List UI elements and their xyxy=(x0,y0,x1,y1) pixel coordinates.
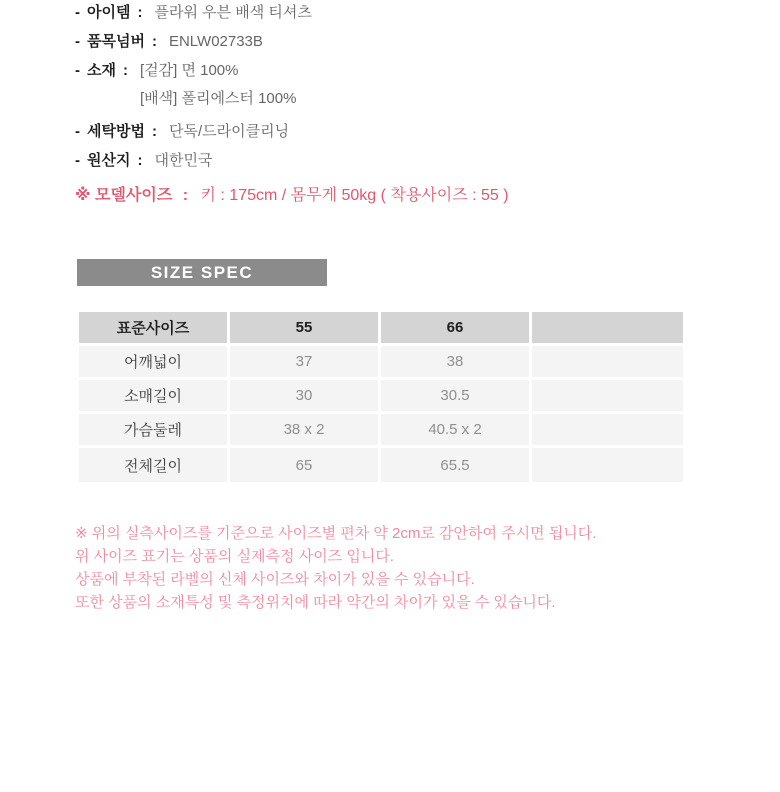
size-table-cell xyxy=(532,448,683,482)
colon-separator: : xyxy=(151,33,157,50)
size-table-header-cell xyxy=(532,312,683,346)
size-table-header-cell: 66 xyxy=(381,312,532,346)
size-table-cell: 30 xyxy=(230,380,381,414)
bullet-dash: - xyxy=(75,152,80,169)
size-table-cell xyxy=(532,414,683,448)
product-info-label: 품목넘버 xyxy=(87,33,145,50)
size-table-cell: 65 xyxy=(230,448,381,482)
size-table-cell xyxy=(532,346,683,380)
product-info-row-item xyxy=(75,3,780,23)
bullet-dash: - xyxy=(75,33,80,50)
size-note-line: 또한 상품의 소재특성 및 측정위치에 따라 약간의 차이가 있을 수 있습니다. xyxy=(75,594,556,611)
product-info-label: 원산지 xyxy=(87,152,131,169)
product-info-section xyxy=(75,3,780,171)
size-table-row-label: 가슴둘레 xyxy=(79,414,230,448)
size-table-cell: 65.5 xyxy=(381,448,532,482)
material-accent-line: [배색] 폴리에스터 100% xyxy=(139,90,297,107)
size-note-line: 상품에 부착된 라벨의 신체 사이즈와 차이가 있을 수 있습니다. xyxy=(75,571,475,588)
size-note-line: 위 사이즈 표기는 상품의 실제측정 사이즈 입니다. xyxy=(75,548,394,565)
product-info-label: 아이템 xyxy=(87,4,131,21)
colon-separator: : xyxy=(151,123,157,140)
model-size-value: 키 : 175cm / 몸무게 50kg ( 착용사이즈 : 55 ) xyxy=(200,187,509,204)
size-table-cell xyxy=(532,380,683,414)
material-outer-line: [겉감] 면 100% xyxy=(139,62,239,79)
product-info-label: 소재 xyxy=(87,62,116,79)
colon-separator: : xyxy=(182,187,189,204)
size-spec-title-bar: SIZE SPEC xyxy=(77,259,327,286)
colon-separator: : xyxy=(122,62,128,79)
size-table-row-label: 전체길이 xyxy=(79,448,230,482)
bullet-dash: - xyxy=(75,4,80,21)
size-table-cell: 38 x 2 xyxy=(230,414,381,448)
product-info-value: ENLW02733B xyxy=(168,33,263,50)
product-info-value-group xyxy=(140,61,296,109)
size-table-cell: 30.5 xyxy=(381,380,532,414)
product-info-value: 단독/드라이클리닝 xyxy=(168,123,290,140)
size-table-cell: 40.5 x 2 xyxy=(381,414,532,448)
size-table-row-chest xyxy=(79,414,683,448)
product-info-row-washing xyxy=(75,122,780,142)
product-info-row-origin xyxy=(75,151,780,171)
product-info-value: 대한민국 xyxy=(154,152,213,169)
bullet-dash: - xyxy=(75,62,80,79)
size-note-line: ※ 위의 실측사이즈를 기준으로 사이즈별 편차 약 2cm로 감안하여 주시면 됩니다. xyxy=(75,525,597,542)
model-size-label: ※ 모델사이즈 xyxy=(75,187,173,204)
size-table-row-label: 소매길이 xyxy=(79,380,230,414)
product-info-row-itemnumber xyxy=(75,32,780,52)
size-table-header-row xyxy=(79,312,683,346)
size-spec-table xyxy=(79,312,683,482)
size-notes xyxy=(75,522,780,614)
size-table-row-length xyxy=(79,448,683,482)
size-table-cell: 38 xyxy=(381,346,532,380)
product-info-row-material xyxy=(75,61,780,109)
size-table-cell: 37 xyxy=(230,346,381,380)
size-table-row-sleeve xyxy=(79,380,683,414)
size-table-header-cell: 55 xyxy=(230,312,381,346)
size-table-row-shoulder xyxy=(79,346,683,380)
colon-separator: : xyxy=(137,4,143,21)
product-info-label: 세탁방법 xyxy=(87,123,145,140)
model-size-note xyxy=(75,186,780,206)
size-table-row-label: 어깨넓이 xyxy=(79,346,230,380)
size-table-header-cell: 표준사이즈 xyxy=(79,312,230,346)
product-info-value: 플라워 우븐 배색 티셔츠 xyxy=(154,4,312,21)
bullet-dash: - xyxy=(75,123,80,140)
colon-separator: : xyxy=(137,152,143,169)
